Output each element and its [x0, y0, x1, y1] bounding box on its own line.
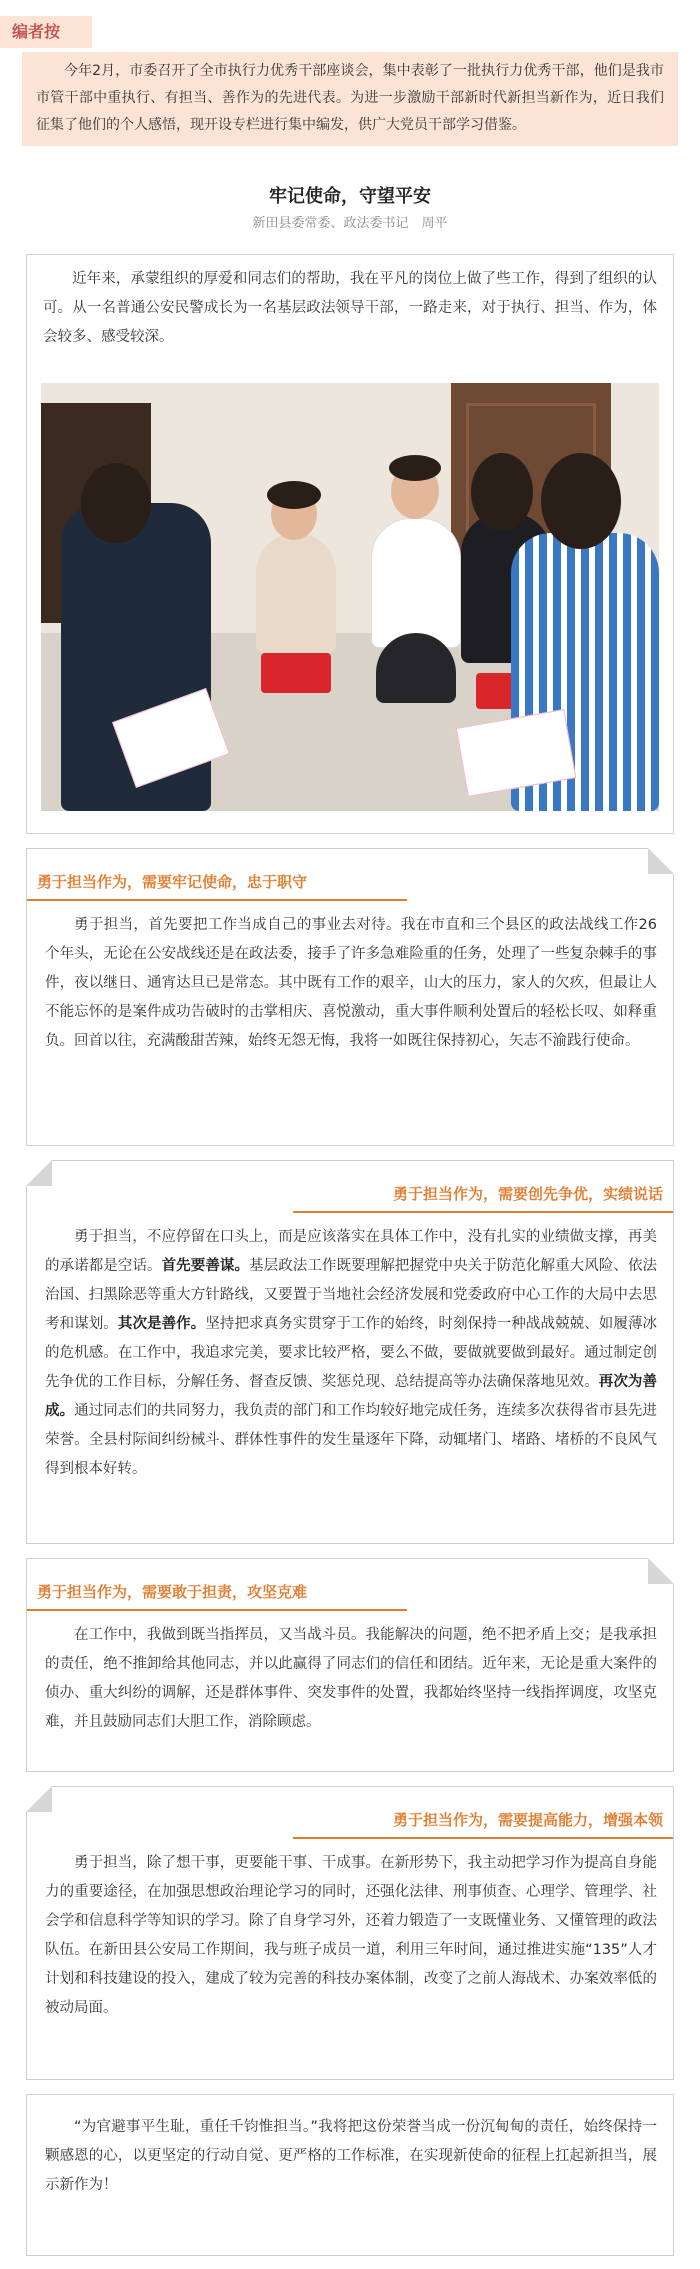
article-byline: 新田县委常委、政法委书记 周平 — [252, 216, 448, 231]
emphasis-text: 首先要善谋。 — [161, 1258, 250, 1274]
paragraph-text: 坚持把求真务实贯穿于工作的始终，时刻保持一种战战兢兢、如履薄冰的危机感。在工作中，我追求完美，要求比较严格，要么不做，要做就要做到最好。通过制定创先争优的工作目标，分解任务、督查反馈、奖惩兑现、总结提高等办法确保落地见效。 — [45, 1316, 658, 1390]
emphasis-text: 再次为善成。 — [45, 1374, 658, 1419]
section-paragraph: 勇于担当，除了想干事，更要能干事、干成事。在新形势下，我主动把学习作为提高自身能力的重要途径，在加强思想政治理论学习的同时，还强化法律、刑事侦查、心理学、管理学、社会学和信息科学等知识的学习。除了自身学习外，还着力锻造了一支既懂业务、又懂管理的政法队伍。在新田县公安局工作期间，我与班子成员一道，利用三年时间，通过推进实施“135”人才计划和科技建设的投入，建成了较为完善的科技办案体制，改变了之前人海战术、办案效率低的被动局面。 — [45, 1855, 657, 2016]
section-paragraph: 勇于担当，首先要把工作当成自己的事业去对待。我在市直和三个县区的政法战线工作26个年头，无论在公安战线还是在政法委，接手了许多急难险重的任务，处理了一些复杂棘手的事件，夜以继日、通宵达旦已是常态。其中既有工作的艰辛，山大的压力，家人的欠疚，但最让人不能忘怀的是案件成功告破时的击掌相庆、喜悦激动，重大事件顺利处置后的轻松长叹、如释重负。回首以往，充满酸甜苦辣，始终无怨无悔，我将一如既往保持初心，矢志不渝践行使命。 — [45, 917, 657, 1049]
editor-note-tag: 编者按 — [0, 16, 92, 48]
section-achievement — [26, 1160, 674, 1544]
section-heading: 勇于担当作为，需要创先争优，实绩说话 — [392, 1185, 663, 1203]
intro-box — [26, 254, 674, 834]
section-heading: 勇于担当作为，需要牢记使命，忠于职守 — [37, 873, 308, 891]
closing-paragraph: “为官避事平生耻，重任千钧惟担当。”我将把这份荣誉当成一份沉甸甸的责任，始终保持一颗感恩的心，以更坚定的行动自觉、更严格的工作标准，在实现新使命的征程上扛起新担当，展示新作为！ — [45, 2119, 657, 2193]
section-paragraph — [45, 1223, 657, 1484]
emphasis-text: 其次是善作。 — [117, 1316, 206, 1332]
meeting-photo — [41, 383, 659, 811]
paragraph-text: 勇于担当，不应停留在口头上，而是应该落实在具体工作中，没有扎实的业绩做支撑，再美的承诺都是空话。 — [45, 1229, 657, 1274]
closing-box — [26, 2094, 674, 2256]
section-responsibility — [26, 1558, 674, 1772]
intro-paragraph: 近年来，承蒙组织的厚爱和同志们的帮助，我在平凡的岗位上做了些工作，得到了组织的认可。从一名普通公安民警成长为一名基层政法领导干部，一路走来，对于执行、担当、作为，体会较多、感受较深。 — [43, 271, 657, 345]
editor-note-text: 今年2月，市委召开了全市执行力优秀干部座谈会，集中表彰了一批执行力优秀干部，他们是我市市管干部中重执行、有担当、善作为的先进代表。为进一步激励干部新时代新担当新作为，近日我们征集了他们的个人感悟，现开设专栏进行集中编发，供广大党员干部学习借鉴。 — [36, 63, 664, 133]
paragraph-text: 通过同志们的共同努力，我负责的部门和工作均较好地完成任务，连续多次获得省市县先进荣誉。全县村际间纠纷械斗、群体性事件的发生量逐年下降，动辄堵门、堵路、堵桥的不良风气得到根本好转。 — [45, 1403, 658, 1477]
section-paragraph: 在工作中，我做到既当指挥员，又当战斗员。我能解决的问题，绝不把矛盾上交；是我承担的责任，绝不推卸给其他同志，并以此赢得了同志们的信任和团结。近年来，无论是重大案件的侦办、重大纠纷的调解，还是群体事件、突发事件的处置，我都始终坚持一线指挥调度，攻坚克难，并且鼓励同志们大胆工作，消除顾虑。 — [45, 1627, 657, 1730]
section-heading: 勇于担当作为，需要提高能力，增强本领 — [392, 1811, 663, 1829]
article-title: 牢记使命，守望平安 — [269, 186, 431, 207]
paragraph-text: 基层政法工作既要理解把握党中央关于防范化解重大风险、依法治国、扫黑除恶等重大方针路线，又要置于当地社会经济发展和党委政府中心工作的大局中去思考和谋划。 — [45, 1258, 658, 1332]
section-ability — [26, 1786, 674, 2080]
section-duty — [26, 848, 674, 1146]
editor-note-box — [22, 52, 678, 146]
section-heading: 勇于担当作为，需要敢于担责，攻坚克难 — [37, 1583, 308, 1601]
